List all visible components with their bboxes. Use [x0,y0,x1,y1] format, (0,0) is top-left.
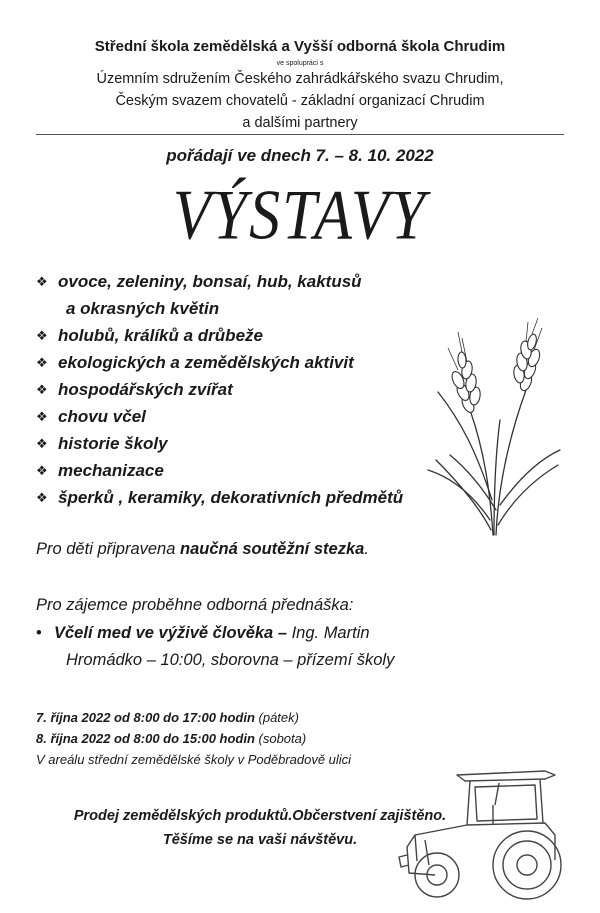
exhibit-item: ❖ hospodářských zvířat [36,380,233,399]
diamond-cluster-icon: ❖ [36,382,48,397]
wheat-illustration [418,330,568,540]
exhibit-item-continuation: a okrasných květin [66,299,220,318]
lecture-intro: Pro zájemce proběhne odborná přednáška: [36,596,354,614]
diamond-cluster-icon: ❖ [36,436,48,451]
schedule-day-2: 8. října 2022 od 8:00 do 15:00 hodin (sobota) [36,731,307,746]
kids-activity: Pro děti připravena naučná soutěžní stezka. [36,540,369,558]
exhibit-item: ❖ holubů, králíků a drůbeže [36,326,263,345]
main-title: VÝSTAVY [172,176,428,255]
bullet-icon: • [36,624,42,642]
closing-line-1: Prodej zemědělských produktů.Občerstvení zajištěno. [73,808,447,824]
exhibit-item: ❖ chovu včel [36,407,146,426]
lecture-item: • Včelí med ve výživě člověka – Ing. Martin [36,624,370,642]
organizer-name: Střední škola zemědělská a Vyšší odborná škola Chrudim [94,38,506,55]
diamond-cluster-icon: ❖ [36,463,48,478]
partner-line-2: Českým svazem chovatelů - základní organizací Chrudim [115,93,485,109]
schedule-day-1: 7. října 2022 od 8:00 do 17:00 hodin (pátek) [36,710,299,725]
exhibit-item: ❖ mechanizace [36,461,164,480]
dates-intro: pořádají ve dnech 7. – 8. 10. 2022 [166,146,434,165]
cooperation-note: ve spolupráci s [276,60,324,67]
exhibit-item: ❖ historie školy [36,434,168,453]
venue: V areálu střední zemědělské školy v Poděbradově ulici [36,752,352,767]
lecture-item-continuation: Hromádko – 10:00, sborovna – přízemí školy [66,651,395,669]
diamond-cluster-icon: ❖ [36,328,48,343]
exhibit-item: ❖ šperků , keramiky, dekorativních předmětů [36,488,404,507]
diamond-cluster-icon: ❖ [36,490,48,505]
diamond-cluster-icon: ❖ [36,355,48,370]
header-divider [36,134,564,135]
partner-line-1: Územním sdružením Českého zahrádkářského svazu Chrudim, [96,71,504,87]
diamond-cluster-icon: ❖ [36,274,48,289]
partner-line-3: a dalšími partnery [242,115,358,131]
closing-line-2: Těšíme se na vaši návštěvu. [162,832,358,848]
exhibit-item: ❖ ovoce, zeleniny, bonsaí, hub, kaktusů [36,272,362,291]
diamond-cluster-icon: ❖ [36,409,48,424]
exhibit-item: ❖ ekologických a zemědělských aktivit [36,353,354,372]
